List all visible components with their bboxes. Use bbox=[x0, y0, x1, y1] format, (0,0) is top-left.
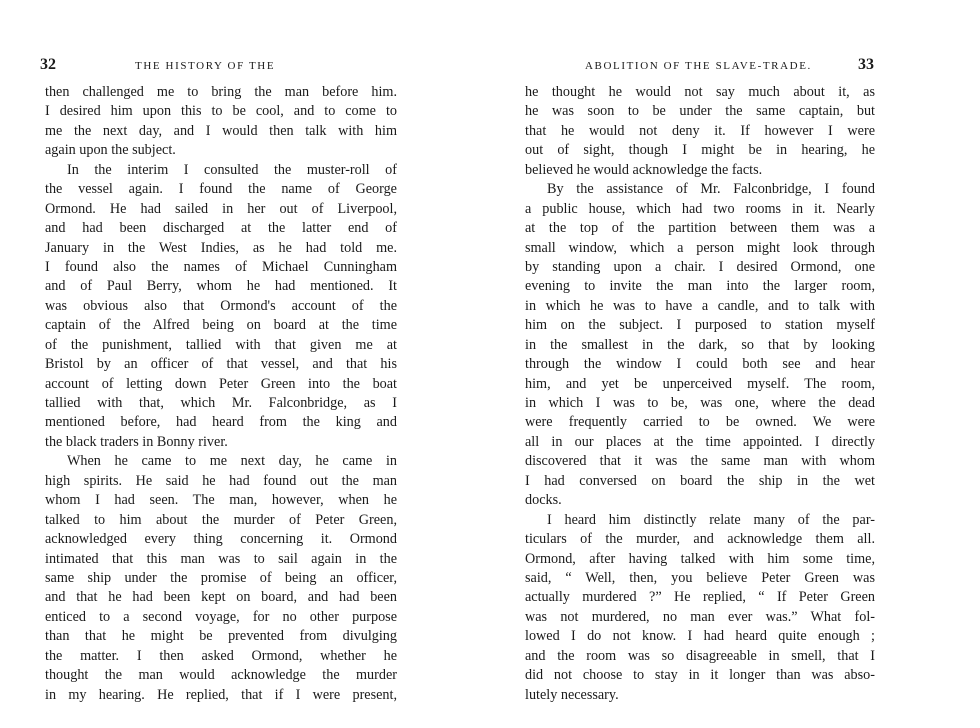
text-line: whom I had seen. The man, however, when he bbox=[45, 492, 397, 509]
page-number: 32 bbox=[40, 56, 56, 73]
text-line: actually murdered ?” He replied, “ If Peter Green bbox=[525, 589, 875, 606]
text-line: I desired him upon this to be cool, and to come to bbox=[45, 103, 397, 120]
text-line: by standing upon a chair. I desired Ormond, one bbox=[525, 258, 875, 275]
text-line: I had conversed on board the ship in the wet bbox=[525, 472, 875, 489]
text-line: tallied with that, which Mr. Falconbridge, as I bbox=[45, 395, 397, 411]
text-line: in the smallest in the dark, so that by looking bbox=[525, 336, 875, 353]
text-line: out of sight, though I might be in hearing, he bbox=[525, 142, 875, 159]
text-line: did not choose to stay in it longer than was abso- bbox=[525, 667, 875, 684]
text-line: Ormond, after having talked with him some time, bbox=[525, 550, 875, 567]
text-line: thought the man would acknowledge the murder bbox=[45, 667, 397, 684]
text-line: in my hearing. He replied, that if I were present, bbox=[45, 686, 397, 703]
text-line: him on the subject. I purposed to station myself bbox=[525, 317, 875, 334]
text-line: mentioned before, had heard from the king and bbox=[45, 414, 397, 431]
text-line: that he would not deny it. If however I were bbox=[525, 122, 875, 139]
page-number: 33 bbox=[858, 56, 874, 73]
text-line: intimated that this man was to sail again in the bbox=[45, 550, 397, 567]
text-line: through the window I could both see and hear bbox=[525, 356, 875, 373]
text-line: believed he would acknowledge the facts. bbox=[525, 161, 763, 178]
text-line: the vessel again. I found the name of George bbox=[45, 181, 397, 198]
text-line: of the punishment, tallied with that given me at bbox=[45, 336, 397, 353]
text-line: and of Paul Berry, whom he had mentioned. It bbox=[45, 278, 397, 295]
running-head: THE HISTORY OF THE bbox=[135, 60, 276, 72]
text-line: he thought he would not say much about it, as bbox=[525, 84, 875, 100]
text-line: enticed to a second voyage, for no other purpose bbox=[45, 608, 397, 625]
text-line: him, and yet be unperceived myself. The room, bbox=[525, 375, 875, 392]
text-line: at the top of the partition between them was a bbox=[525, 220, 875, 237]
body-text bbox=[525, 83, 875, 705]
text-line: In the interim I consulted the muster-roll of bbox=[67, 161, 397, 178]
text-line: captain of the Alfred being on board at the time bbox=[45, 317, 397, 334]
text-line: and the room was so disagreeable in smell, that I bbox=[525, 647, 875, 664]
text-line: me the next day, and I would then talk with him bbox=[45, 122, 397, 139]
text-line: acknowledged every thing concerning it. Ormond bbox=[45, 531, 397, 548]
text-line: discovered that it was the same man with whom bbox=[525, 453, 875, 470]
text-line: was obvious also that Ormond's account of the bbox=[45, 297, 397, 314]
text-line: When he came to me next day, he came in bbox=[67, 453, 397, 470]
text-line: again upon the subject. bbox=[45, 142, 176, 159]
right-page bbox=[490, 0, 980, 728]
text-line: evening to invite the man into the larger room, bbox=[525, 278, 875, 295]
text-line: ticulars of the murder, and acknowledge them all. bbox=[525, 531, 875, 548]
text-line: lutely necessary. bbox=[525, 686, 619, 703]
text-line: a public house, which had two rooms in it. Nearly bbox=[525, 200, 875, 217]
text-line: account of letting down Peter Green into the boat bbox=[45, 375, 397, 392]
text-line: lowed I do not know. I had heard quite enough ; bbox=[525, 628, 875, 645]
text-line: was not murdered, no man ever was.” What fol- bbox=[525, 608, 875, 625]
text-line: Ormond. He had sailed in her out of Liverpool, bbox=[45, 200, 397, 217]
text-line: I found also the names of Michael Cunningham bbox=[45, 258, 397, 275]
text-line: were frequently carried to be owned. We were bbox=[525, 414, 875, 431]
text-line: January in the West Indies, as he had told me. bbox=[45, 239, 397, 256]
text-line: in which he was to have a candle, and to talk with bbox=[525, 297, 875, 314]
text-line: the matter. I then asked Ormond, whether he bbox=[45, 647, 397, 664]
text-line: he was soon to be under the same captain, but bbox=[525, 103, 875, 120]
text-line: talked to him about the murder of Peter Green, bbox=[45, 511, 397, 528]
text-line: and had been discharged at the latter end of bbox=[45, 220, 397, 237]
text-line: in which I was to be, was one, where the dead bbox=[525, 395, 875, 411]
text-line: the black traders in Bonny river. bbox=[45, 433, 228, 450]
text-line: Bristol by an officer of that vessel, and that his bbox=[45, 356, 397, 373]
text-line: small window, which a person might look through bbox=[525, 239, 875, 256]
text-line: than that he might be prevented from divulging bbox=[45, 628, 397, 645]
text-line: By the assistance of Mr. Falconbridge, I found bbox=[547, 181, 875, 198]
text-line: said, “ Well, then, you believe Peter Green was bbox=[525, 569, 875, 586]
text-line: then challenged me to bring the man before him. bbox=[45, 84, 397, 100]
text-line: high spirits. He said he had found out the man bbox=[45, 472, 397, 489]
text-line: I heard him distinctly relate many of the par- bbox=[547, 511, 875, 528]
text-line: and that he had been kept on board, and had been bbox=[45, 589, 397, 606]
text-line: same ship under the promise of being an officer, bbox=[45, 569, 397, 586]
text-line: all in our places at the time appointed. I directly bbox=[525, 433, 875, 450]
text-line: docks. bbox=[525, 492, 562, 509]
running-head: ABOLITION OF THE SLAVE-TRADE. bbox=[585, 60, 812, 72]
body-text bbox=[45, 83, 397, 705]
